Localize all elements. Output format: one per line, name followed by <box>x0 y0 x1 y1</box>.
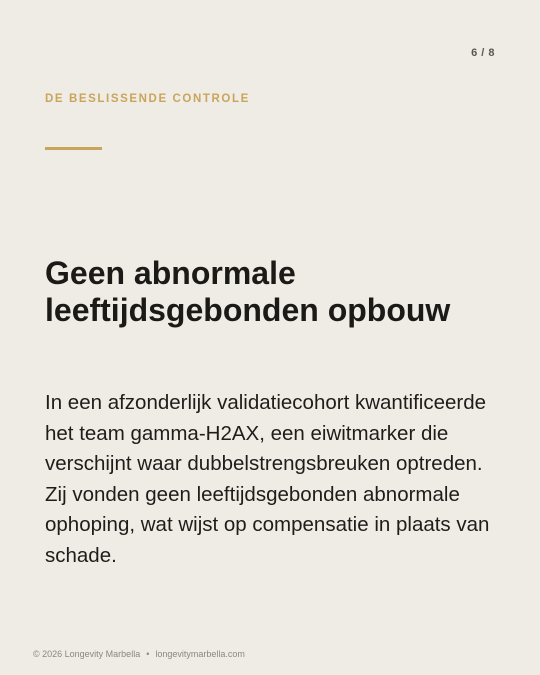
slide-body-text: In een afzonderlijk validatiecohort kwantificeerde het team gamma-H2AX, een eiwitmarker die verschijnt waar dubbelstrengsbreuken optreden. Zij vonden geen leeftijdsgebonden abnormale ophoping, wat wijst op compensatie in plaats van schade. <box>45 391 490 567</box>
footer <box>33 649 245 659</box>
section-eyebrow: DE BESLISSENDE CONTROLE <box>45 93 250 105</box>
footer-copyright: © 2026 Longevity Marbella <box>33 649 141 659</box>
footer-separator: • <box>146 649 150 659</box>
slide-headline: Geen abnormale leeftijdsgebonden opbouw <box>45 255 451 328</box>
accent-divider <box>45 147 102 150</box>
footer-website-link[interactable]: longevitymarbella.com <box>155 649 245 659</box>
page-counter: 6 / 8 <box>471 47 495 59</box>
